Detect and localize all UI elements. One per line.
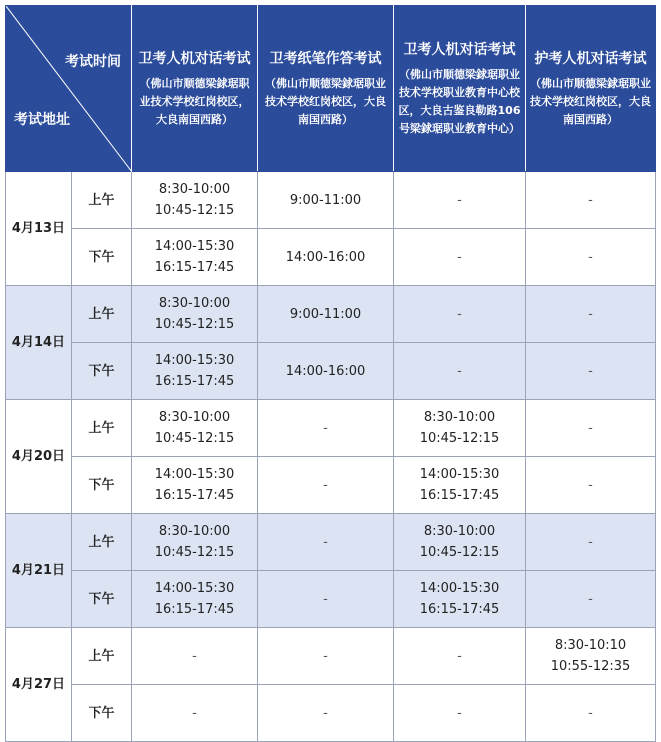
time-cell — [258, 571, 394, 628]
schedule-row — [6, 286, 656, 343]
time-range: 8:30-10:00 — [158, 182, 231, 197]
time-cell — [526, 685, 656, 742]
time-range: 14:00-16:00 — [285, 249, 366, 265]
period-cell: 下午 — [72, 457, 132, 514]
time-range: 8:30-10:00 — [158, 524, 231, 539]
time-cell — [258, 172, 394, 229]
empty-slot-dash: - — [588, 306, 593, 322]
time-cell — [394, 571, 526, 628]
empty-slot-dash: - — [588, 363, 593, 379]
time-range: 14:00-15:30 — [154, 239, 235, 254]
time-range: 14:00-15:30 — [419, 581, 500, 596]
time-cell — [394, 457, 526, 514]
time-range: 9:00-11:00 — [289, 192, 362, 208]
empty-slot-dash: - — [457, 306, 462, 322]
time-range: 14:00-15:30 — [154, 581, 235, 596]
time-cell — [258, 457, 394, 514]
schedule-row — [6, 229, 656, 286]
time-cell — [258, 514, 394, 571]
time-range: 10:55-12:35 — [550, 659, 631, 674]
time-range: 10:45-12:15 — [154, 431, 235, 446]
time-cell — [394, 514, 526, 571]
time-cell — [526, 229, 656, 286]
header-row — [6, 6, 656, 172]
empty-slot-dash: - — [588, 192, 593, 208]
schedule-row — [6, 457, 656, 514]
time-range: 8:30-10:00 — [423, 524, 496, 539]
time-cell — [132, 343, 258, 400]
column-title: 卫考纸笔作答考试 — [269, 50, 382, 67]
time-cell — [526, 514, 656, 571]
time-range: 16:15-17:45 — [419, 488, 500, 503]
empty-slot-dash: - — [457, 705, 462, 721]
time-cell — [132, 286, 258, 343]
date-cell: 4月21日 — [6, 514, 72, 628]
empty-slot-dash: - — [323, 705, 328, 721]
time-cell — [258, 400, 394, 457]
column-header-0 — [132, 6, 258, 172]
empty-slot-dash: - — [588, 534, 593, 550]
column-title: 卫考人机对话考试 — [403, 41, 516, 58]
period-cell: 上午 — [72, 514, 132, 571]
time-cell — [132, 628, 258, 685]
column-header-2 — [394, 6, 526, 172]
time-cell — [394, 229, 526, 286]
time-cell — [258, 628, 394, 685]
time-range: 10:45-12:15 — [419, 545, 500, 560]
period-cell: 上午 — [72, 172, 132, 229]
time-range: 10:45-12:15 — [419, 431, 500, 446]
empty-slot-dash: - — [323, 591, 328, 607]
time-cell — [526, 343, 656, 400]
schedule-body — [6, 172, 656, 742]
schedule-row — [6, 628, 656, 685]
empty-slot-dash: - — [457, 249, 462, 265]
column-address: （佛山市顺德梁銶琚职业技术学校职业教育中心校区，大良古鉴良勒路106号梁銶琚职业教育中心） — [398, 67, 521, 135]
time-cell — [132, 400, 258, 457]
empty-slot-dash: - — [457, 363, 462, 379]
time-cell — [132, 229, 258, 286]
column-header-3 — [526, 6, 656, 172]
time-range: 16:15-17:45 — [154, 488, 235, 503]
time-cell — [526, 571, 656, 628]
column-address: （佛山市顺德梁銶琚职业技术学校红岗校区，大良南国西路） — [265, 76, 386, 126]
time-cell — [526, 628, 656, 685]
period-cell: 下午 — [72, 571, 132, 628]
schedule-row — [6, 400, 656, 457]
time-cell — [394, 628, 526, 685]
time-cell — [394, 685, 526, 742]
time-cell — [258, 229, 394, 286]
column-title: 护考人机对话考试 — [534, 50, 647, 67]
schedule-row — [6, 685, 656, 742]
time-cell — [132, 514, 258, 571]
period-cell: 上午 — [72, 286, 132, 343]
time-cell — [394, 343, 526, 400]
schedule-row — [6, 343, 656, 400]
time-cell — [526, 400, 656, 457]
time-cell — [394, 286, 526, 343]
time-range: 14:00-15:30 — [154, 353, 235, 368]
exam-schedule-table — [5, 5, 656, 742]
time-cell — [526, 286, 656, 343]
column-address: （佛山市顺德梁銶琚职业技术学校红岗校区，大良南国西路） — [530, 76, 651, 126]
schedule-row — [6, 514, 656, 571]
period-cell: 上午 — [72, 400, 132, 457]
schedule-row — [6, 172, 656, 229]
time-cell — [258, 286, 394, 343]
time-cell — [132, 685, 258, 742]
time-cell — [132, 571, 258, 628]
time-cell — [526, 172, 656, 229]
time-cell — [394, 172, 526, 229]
empty-slot-dash: - — [192, 648, 197, 664]
period-cell: 下午 — [72, 685, 132, 742]
date-cell: 4月13日 — [6, 172, 72, 286]
time-cell — [132, 172, 258, 229]
column-title: 卫考人机对话考试 — [138, 50, 251, 67]
period-cell: 下午 — [72, 229, 132, 286]
corner-diagonal-line — [6, 6, 132, 172]
corner-header-cell — [6, 6, 132, 172]
empty-slot-dash: - — [457, 192, 462, 208]
date-cell: 4月27日 — [6, 628, 72, 742]
column-address: （佛山市顺德梁銶琚职业技术学校红岗校区，大良南国西路） — [139, 76, 250, 126]
time-cell — [526, 457, 656, 514]
time-range: 16:15-17:45 — [154, 602, 235, 617]
time-range: 8:30-10:10 — [554, 638, 627, 653]
schedule-row — [6, 571, 656, 628]
time-cell — [394, 400, 526, 457]
empty-slot-dash: - — [323, 648, 328, 664]
time-range: 16:15-17:45 — [154, 260, 235, 275]
time-cell — [258, 343, 394, 400]
time-range: 9:00-11:00 — [289, 306, 362, 322]
empty-slot-dash: - — [323, 477, 328, 493]
empty-slot-dash: - — [588, 477, 593, 493]
empty-slot-dash: - — [323, 420, 328, 436]
time-range: 8:30-10:00 — [423, 410, 496, 425]
empty-slot-dash: - — [323, 534, 328, 550]
date-cell: 4月20日 — [6, 400, 72, 514]
period-cell: 下午 — [72, 343, 132, 400]
time-range: 16:15-17:45 — [419, 602, 500, 617]
time-range: 14:00-15:30 — [419, 467, 500, 482]
date-cell: 4月14日 — [6, 286, 72, 400]
corner-location-label: 考试地址 — [14, 112, 70, 128]
time-range: 10:45-12:15 — [154, 545, 235, 560]
time-range: 16:15-17:45 — [154, 374, 235, 389]
time-range: 10:45-12:15 — [154, 203, 235, 218]
empty-slot-dash: - — [457, 648, 462, 664]
period-cell: 上午 — [72, 628, 132, 685]
column-header-1 — [258, 6, 394, 172]
time-range: 14:00-15:30 — [154, 467, 235, 482]
time-range: 8:30-10:00 — [158, 296, 231, 311]
corner-time-label: 考试时间 — [65, 54, 121, 70]
empty-slot-dash: - — [588, 420, 593, 436]
empty-slot-dash: - — [588, 591, 593, 607]
empty-slot-dash: - — [588, 705, 593, 721]
empty-slot-dash: - — [588, 249, 593, 265]
time-range: 14:00-16:00 — [285, 363, 366, 379]
time-range: 10:45-12:15 — [154, 317, 235, 332]
time-cell — [132, 457, 258, 514]
time-range: 8:30-10:00 — [158, 410, 231, 425]
time-cell — [258, 685, 394, 742]
empty-slot-dash: - — [192, 705, 197, 721]
